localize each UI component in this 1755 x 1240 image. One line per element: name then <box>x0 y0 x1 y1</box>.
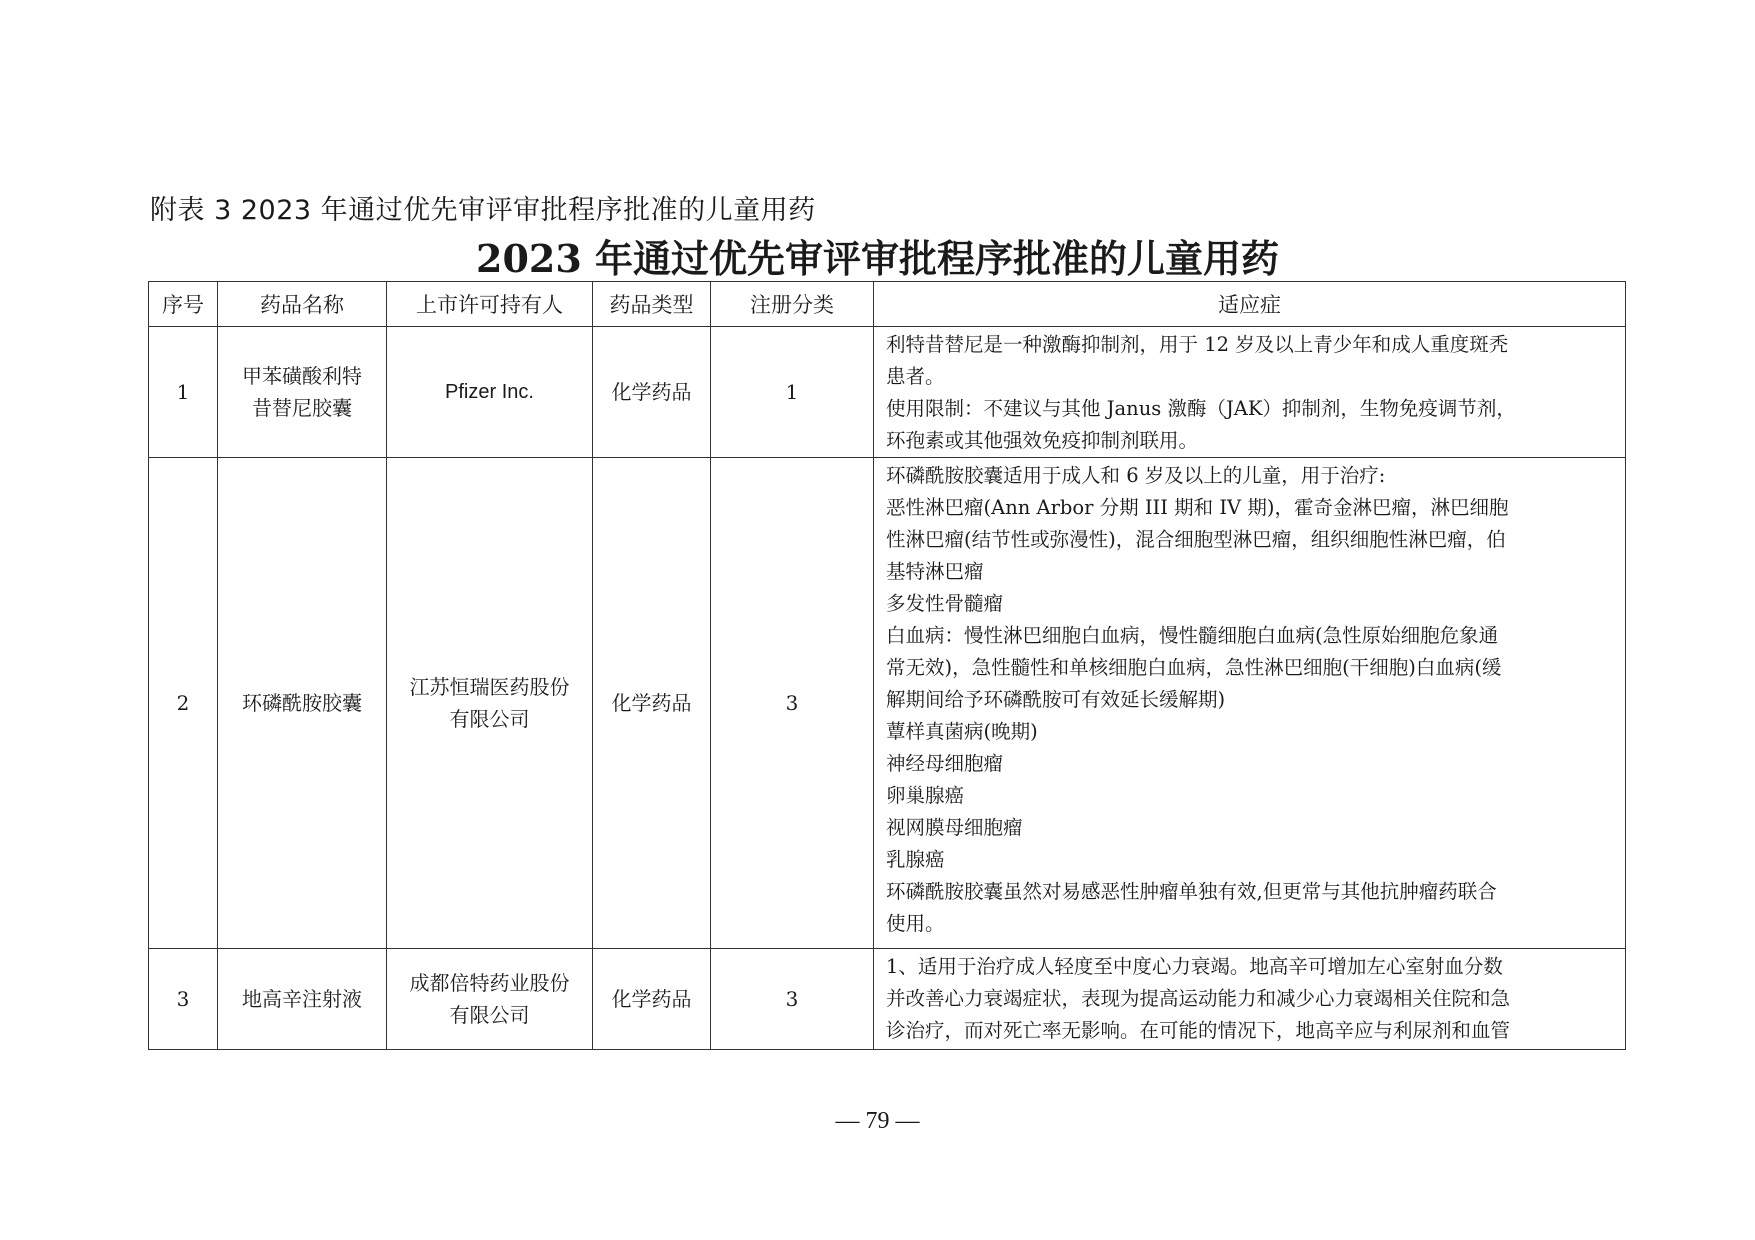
drug-name-line: 昔替尼胶囊 <box>252 396 352 420</box>
indication-line: 环磷酰胺胶囊适用于成人和 6 岁及以上的儿童，用于治疗: <box>886 464 1386 487</box>
indication-line: 基特淋巴瘤 <box>886 560 984 583</box>
header-no: 序号 <box>149 282 218 327</box>
indication-line: 性淋巴瘤(结节性或弥漫性)，混合细胞型淋巴瘤，组织细胞性淋巴瘤，伯 <box>886 528 1506 551</box>
header-drug-name: 药品名称 <box>218 282 387 327</box>
drug-name-line: 甲苯磺酸利特 <box>242 364 362 388</box>
table-row <box>149 949 1626 1050</box>
indication-line: 使用限制：不建议与其他 Janus 激酶（JAK）抑制剂，生物免疫调节剂， <box>886 397 1516 420</box>
indication <box>874 949 1626 1050</box>
registration-category: 1 <box>711 327 874 458</box>
indication-line: 神经母细胞瘤 <box>886 752 1004 775</box>
indication-line: 并改善心力衰竭症状，表现为提高运动能力和减少心力衰竭相关住院和急 <box>886 987 1511 1010</box>
indication-line: 解期间给予环磷酰胺可有效延长缓解期) <box>886 688 1226 711</box>
marketing-holder <box>387 327 593 458</box>
indication-line: 常无效)，急性髓性和单核细胞白血病，急性淋巴细胞(干细胞)白血病(缓 <box>886 656 1502 679</box>
indication-line: 环磷酰胺胶囊虽然对易感恶性肿瘤单独有效,但更常与其他抗肿瘤药联合 <box>886 880 1497 903</box>
indication-line: 蕈样真菌病(晚期) <box>886 720 1038 743</box>
indication-line: 多发性骨髓瘤 <box>886 592 1004 615</box>
indication-line: 使用。 <box>886 912 945 935</box>
drug-type: 化学药品 <box>593 949 711 1050</box>
header-holder: 上市许可持有人 <box>387 282 593 327</box>
header-registration-category: 注册分类 <box>711 282 874 327</box>
indication-line: 1、适用于治疗成人轻度至中度心力衰竭。地高辛可增加左心室射血分数 <box>886 955 1503 978</box>
drug-name <box>218 327 387 458</box>
drug-table <box>148 281 1626 1050</box>
indication-line: 诊治疗，而对死亡率无影响。在可能的情况下，地高辛应与利尿剂和血管 <box>886 1019 1511 1042</box>
table-row <box>149 458 1626 949</box>
drug-type: 化学药品 <box>593 458 711 949</box>
indication-line: 白血病：慢性淋巴细胞白血病，慢性髓细胞白血病(急性原始细胞危象通 <box>886 624 1499 647</box>
drug-name <box>218 458 387 949</box>
holder-line: 有限公司 <box>449 707 530 731</box>
appendix-title: 附表 3 2023 年通过优先审评审批程序批准的儿童用药 <box>150 195 816 226</box>
indication-line: 卵巢腺癌 <box>886 784 965 807</box>
page-title: 2023 年通过优先审评审批程序批准的儿童用药 <box>476 236 1279 281</box>
indication-line: 环孢素或其他强效免疫抑制剂联用。 <box>886 429 1199 452</box>
indication-line: 患者。 <box>886 365 945 388</box>
registration-category: 3 <box>711 458 874 949</box>
holder-line: Pfizer Inc. <box>445 381 534 403</box>
table-row <box>149 327 1626 458</box>
header-indication: 适应症 <box>874 282 1626 327</box>
page-number: — 79 — <box>835 1108 920 1134</box>
table-header-row <box>149 282 1626 327</box>
marketing-holder <box>387 458 593 949</box>
indication-line: 乳腺癌 <box>886 848 945 871</box>
holder-line: 成都倍特药业股份 <box>409 971 570 995</box>
indication <box>874 327 1626 458</box>
row-number: 1 <box>149 327 218 458</box>
indication-line: 视网膜母细胞瘤 <box>886 816 1023 839</box>
drug-name <box>218 949 387 1050</box>
indication-line: 利特昔替尼是一种激酶抑制剂，用于 12 岁及以上青少年和成人重度斑秃 <box>886 333 1509 356</box>
holder-line: 有限公司 <box>449 1003 530 1027</box>
drug-name-line: 地高辛注射液 <box>242 987 362 1011</box>
drug-type: 化学药品 <box>593 327 711 458</box>
header-drug-type: 药品类型 <box>593 282 711 327</box>
drug-name-line: 环磷酰胺胶囊 <box>242 691 362 715</box>
row-number: 2 <box>149 458 218 949</box>
indication-line: 恶性淋巴瘤(Ann Arbor 分期 III 期和 IV 期)，霍奇金淋巴瘤，淋巴细胞 <box>886 496 1509 519</box>
row-number: 3 <box>149 949 218 1050</box>
indication <box>874 458 1626 949</box>
holder-line: 江苏恒瑞医药股份 <box>409 675 570 699</box>
marketing-holder <box>387 949 593 1050</box>
registration-category: 3 <box>711 949 874 1050</box>
